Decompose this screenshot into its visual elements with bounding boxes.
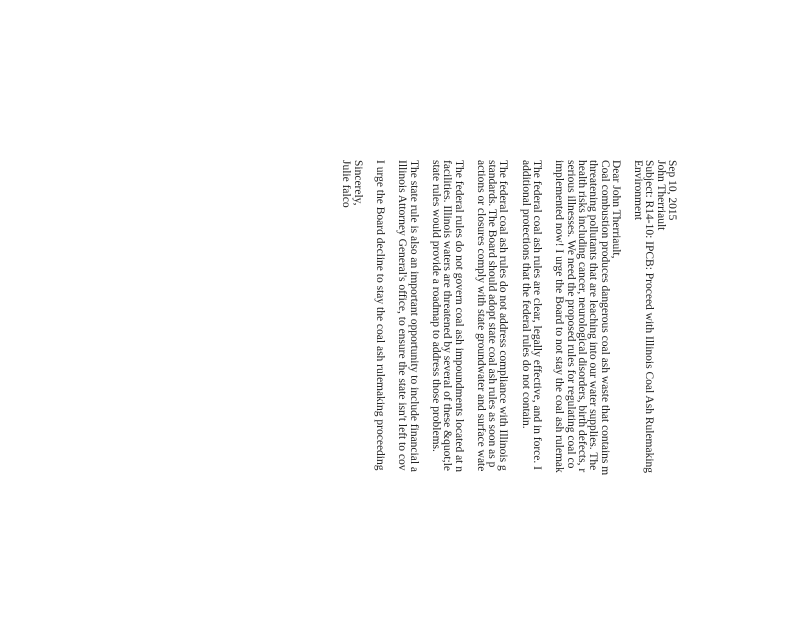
paragraph-line: facilities. Illinois waters are threatened by several of these &quot;le bbox=[441, 160, 454, 472]
paragraph-line: state rules would provide a roadmap to address those problems. bbox=[429, 160, 442, 452]
letter-subject bbox=[632, 160, 655, 618]
subject-line: Subject: R14-10: IPCB: Proceed with Illinois Coal Ash Rulemaking bbox=[643, 160, 656, 474]
letter-paragraph bbox=[553, 160, 609, 618]
letter-closing: Sincerely, bbox=[351, 160, 364, 206]
letter-body bbox=[340, 160, 677, 618]
letter-recipient: John Therriault bbox=[654, 160, 667, 231]
paragraph-line: The state rule is also an important opportunity to include financial a bbox=[407, 160, 420, 473]
letter-paragraph bbox=[396, 160, 419, 618]
paragraph-line: The federal rules do not govern coal ash impoundments located at n bbox=[452, 160, 465, 472]
letter-date: Sep 10, 2015 bbox=[666, 160, 678, 221]
paragraph-line: The federal coal ash rules do not address compliance with Illinois g bbox=[497, 160, 510, 471]
letter-greeting: Dear John Therriault, bbox=[609, 160, 622, 259]
paragraph-line: standards. The Board should adopt state coal ash rules as soon as p bbox=[486, 160, 499, 468]
paragraph-line: serious illnesses. We need the proposed rules for regulating coal co bbox=[564, 160, 577, 469]
paragraph-line: Illinois Attorney General's office, to ensure the state isn't left to cov bbox=[396, 160, 409, 471]
letter-paragraph bbox=[519, 160, 542, 618]
letter-paragraph bbox=[475, 160, 509, 618]
letter-signature: Julie falco bbox=[340, 160, 353, 208]
paragraph-line: The federal coal ash rules are clear, legally effective, and in force. I bbox=[531, 160, 544, 470]
letter-paragraph bbox=[374, 160, 385, 618]
paragraph-line: I urge the Board decline to stay the coal ash rulemaking proceeding bbox=[374, 160, 387, 471]
paragraph-line: additional protections that the federal rules do not contain. bbox=[519, 160, 532, 429]
paragraph-line: Coal combustion produces dangerous coal ash waste that contains m bbox=[598, 160, 611, 476]
subject-line: Environment bbox=[632, 160, 645, 221]
paragraph-line: implemented now! I urge the Board to not stay the coal ash rulemak bbox=[553, 160, 566, 473]
paragraph-line: health risks including cancer, neurological disorders, birth defects, r bbox=[575, 160, 588, 473]
paragraph-line: actions or closures comply with state groundwater and surface wate bbox=[474, 160, 487, 472]
letter-paragraph bbox=[430, 160, 464, 618]
paragraph-line: threatening pollutants that are leaching into our water supplies. The bbox=[587, 160, 600, 471]
